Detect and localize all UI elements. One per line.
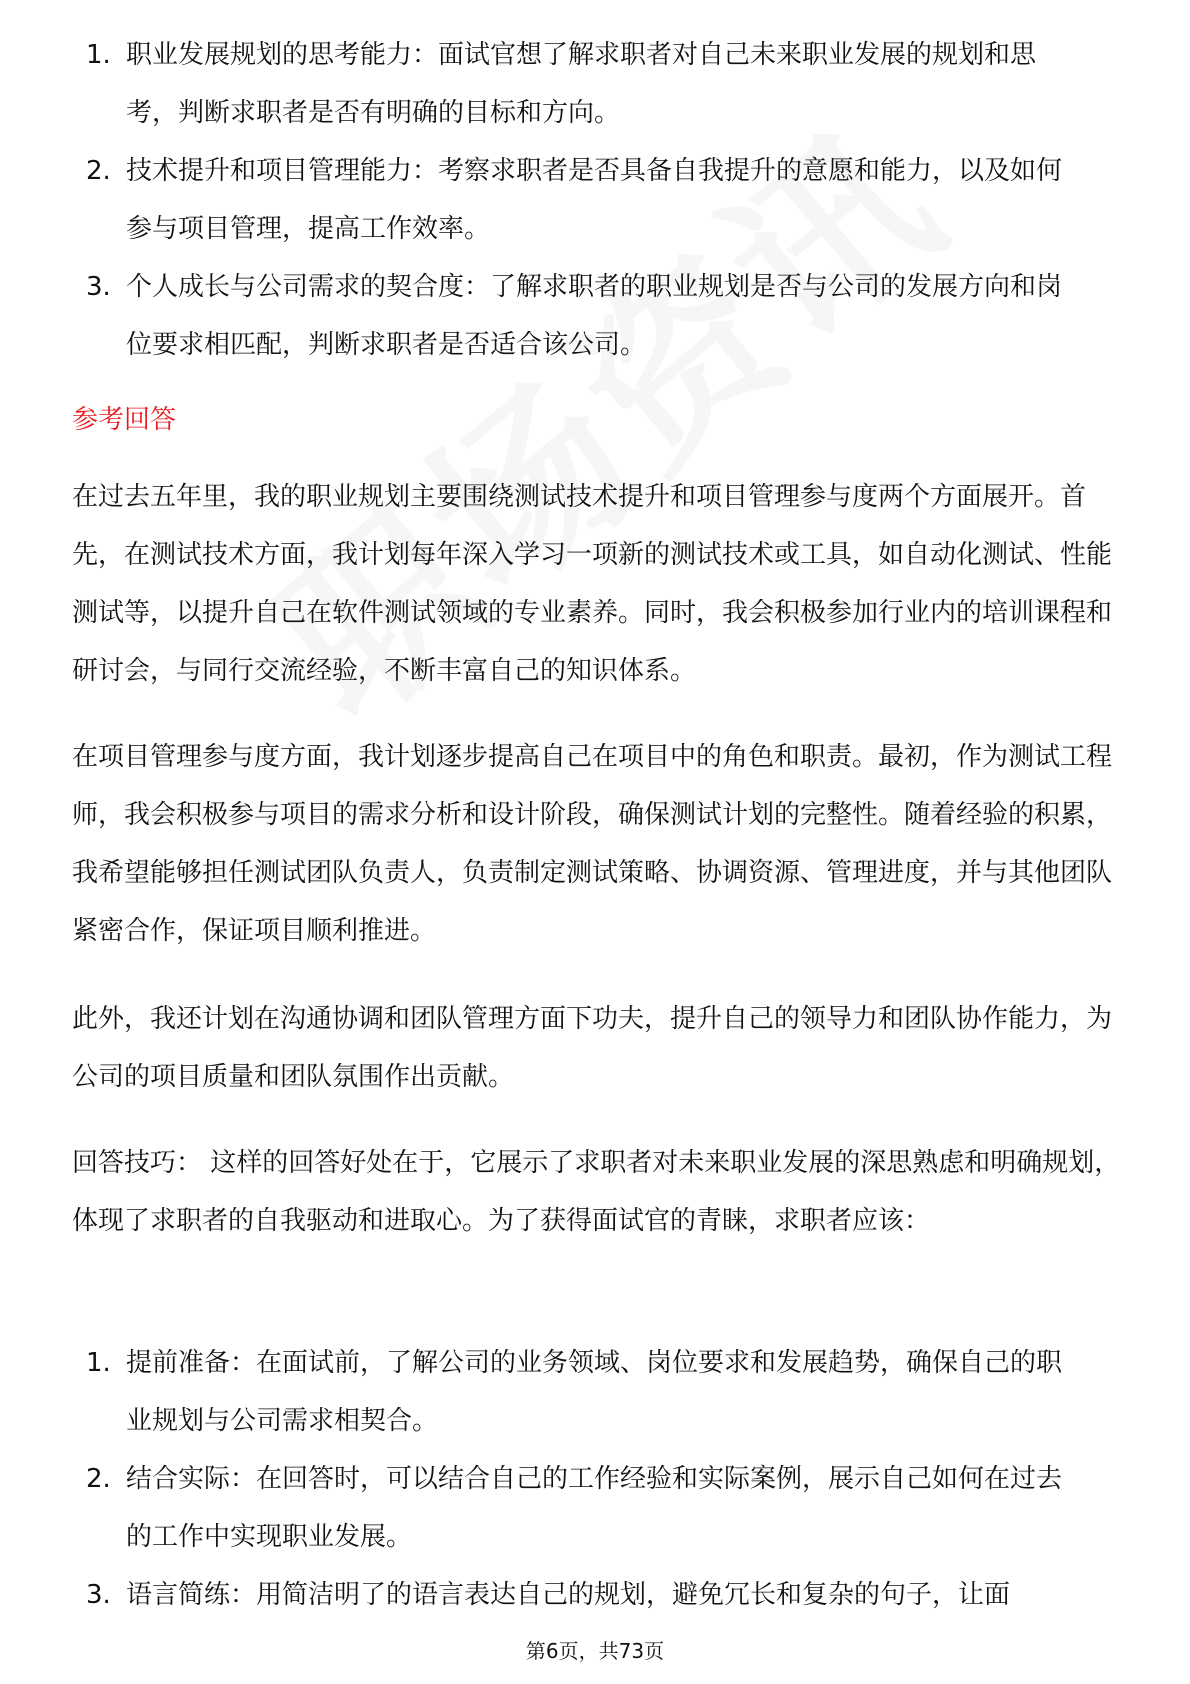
- section-heading: 参考回答: [72, 405, 177, 435]
- paragraph: 回答技巧： 这样的回答好处在于，它展示了求职者对未来职业发展的深思熟虑和明确规划，体现了求职者的自我驱动和进取心。为了获得面试官的青睐，求职者应该：: [72, 1148, 1121, 1236]
- list-item: [0, 26, 1086, 142]
- list-text: 个人成长与公司需求的契合度：了解求职者的职业规划是否与公司的发展方向和岗位要求相匹配，判断求职者是否适合该公司。: [126, 272, 1063, 360]
- list-text: 职业发展规划的思考能力：面试官想了解求职者对自己未来职业发展的规划和思考，判断求职者是否有明确的目标和方向。: [126, 40, 1037, 128]
- list-item: [0, 1450, 1086, 1566]
- list-text: 技术提升和项目管理能力：考察求职者是否具备自我提升的意愿和能力，以及如何参与项目管理，提高工作效率。: [126, 156, 1063, 244]
- list-text: 提前准备：在面试前，了解公司的业务领域、岗位要求和发展趋势，确保自己的职业规划与公司需求相契合。: [126, 1348, 1063, 1436]
- list-number: 1.: [86, 40, 111, 70]
- paragraph: 在过去五年里，我的职业规划主要围绕测试技术提升和项目管理参与度两个方面展开。首先，在测试技术方面，我计划每年深入学习一项新的测试技术或工具，如自动化测试、性能测试等，以提升自己在软件测试领域的专业素养。同时，我会积极参加行业内的培训课程和研讨会，与同行交流经验，不断丰富自己的知识体系。: [72, 482, 1113, 686]
- list-text: 结合实际：在回答时，可以结合自己的工作经验和实际案例，展示自己如何在过去的工作中实现职业发展。: [126, 1464, 1063, 1552]
- tips-list: [0, 1334, 1190, 1624]
- list-text: 语言简练：用简洁明了的语言表达自己的规划，避免冗长和复杂的句子，让面: [126, 1580, 1011, 1610]
- list-number: 3.: [86, 272, 111, 302]
- paragraph: 在项目管理参与度方面，我计划逐步提高自己在项目中的角色和职责。最初，作为测试工程师，我会积极参与项目的需求分析和设计阶段，确保测试计划的完整性。随着经验的积累，我希望能够担任测试团队负责人，负责制定测试策略、协调资源、管理进度，并与其他团队紧密合作，保证项目顺利推进。: [72, 742, 1113, 946]
- list-number: 2.: [86, 156, 111, 186]
- list-number: 1.: [86, 1348, 111, 1378]
- list-item: [0, 1566, 1086, 1624]
- top-list: [0, 26, 1190, 374]
- paragraph: 此外，我还计划在沟通协调和团队管理方面下功夫，提升自己的领导力和团队协作能力，为公司的项目质量和团队氛围作出贡献。: [72, 1004, 1113, 1092]
- list-number: 3.: [86, 1580, 111, 1610]
- page-footer: 第6页，共73页: [525, 1639, 665, 1663]
- list-item: [0, 1334, 1086, 1450]
- list-item: [0, 142, 1086, 258]
- list-number: 2.: [86, 1464, 111, 1494]
- list-item: [0, 258, 1086, 374]
